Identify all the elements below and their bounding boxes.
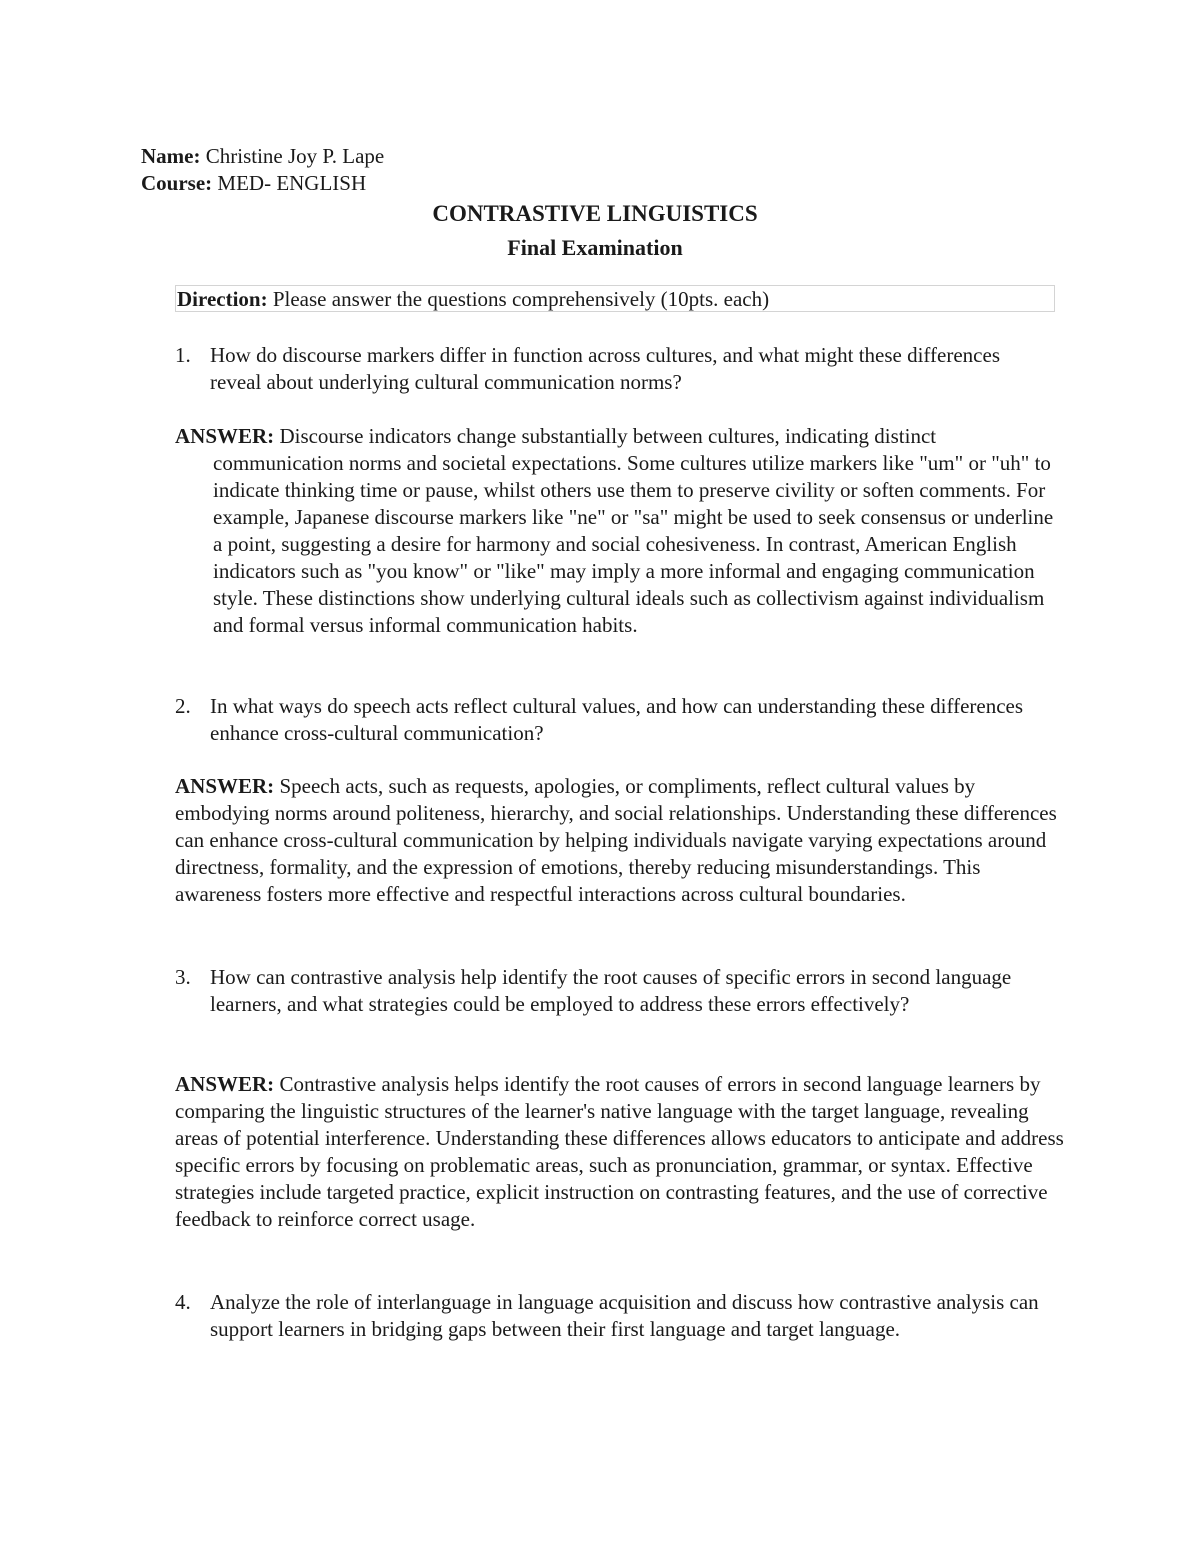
document-title: CONTRASTIVE LINGUISTICS xyxy=(432,201,758,226)
answer-text: Discourse indicators change substantially between cultures, indicating distinct communication norms and societal expectations. Some cultures utilize markers like "um" or "uh" to indicate thinking time or pause, whilst others use them to preserve civility or soften comments. For example, Japanese discourse markers like "ne" or "sa" might be used to seek consensus or underline a point, suggesting a desire for harmony and social cohesiveness. In contrast, American English indicators such as "you know" or "like" may imply a more informal and engaging communication style. These distinctions show underlying cultural ideals such as collectivism against individualism and formal versus informal communication habits. xyxy=(213,424,1054,637)
name-label: Name: xyxy=(141,144,201,168)
question-4 xyxy=(175,1289,1045,1343)
question-1 xyxy=(175,342,1045,396)
answer-text: Contrastive analysis helps identify the root causes of errors in second language learners by comparing the linguistic structures of the learner's native language with the target language, revealing areas of potential interference. Understanding these differences allows educators to anticipate and address specific errors by focusing on problematic areas, such as pronunciation, grammar, or syntax. Effective strategies include targeted practice, explicit instruction on contrasting features, and the use of corrective feedback to reinforce correct usage. xyxy=(175,1072,1064,1231)
question-number: 2. xyxy=(175,694,191,718)
answer-1 xyxy=(175,423,1065,639)
course-value: MED- ENGLISH xyxy=(217,171,367,195)
question-text: In what ways do speech acts reflect cultural values, and how can understanding these differences enhance cross-cultural communication? xyxy=(210,694,1024,745)
answer-text: Speech acts, such as requests, apologies, or compliments, reflect cultural values by embodying norms around politeness, hierarchy, and social relationships. Understanding these differences can enhance cross-cultural communication by helping individuals navigate varying expectations around directness, formality, and the expression of emotions, thereby reducing misunderstandings. This awareness fosters more effective and respectful interactions across cultural boundaries. xyxy=(175,774,1057,906)
direction-label: Direction: xyxy=(177,287,268,311)
question-3 xyxy=(175,964,1045,1018)
direction-text: Please answer the questions comprehensively (10pts. each) xyxy=(272,287,770,311)
question-number: 3. xyxy=(175,965,191,989)
name-line xyxy=(141,143,384,170)
question-number: 1. xyxy=(175,343,191,367)
name-value: Christine Joy P. Lape xyxy=(205,144,385,168)
document-subtitle: Final Examination xyxy=(507,235,683,260)
student-header xyxy=(141,143,384,197)
course-label: Course: xyxy=(141,171,213,195)
answer-3 xyxy=(175,1071,1065,1233)
answer-2 xyxy=(175,773,1065,908)
question-text: How can contrastive analysis help identify the root causes of specific errors in second language learners, and what strategies could be employed to address these errors effectively? xyxy=(210,965,1012,1016)
question-2 xyxy=(175,693,1045,747)
question-text: How do discourse markers differ in function across cultures, and what might these differences reveal about underlying cultural communication norms? xyxy=(210,343,1000,394)
direction-box xyxy=(175,285,1055,312)
question-text: Analyze the role of interlanguage in language acquisition and discuss how contrastive analysis can support learners in bridging gaps between their first language and target language. xyxy=(210,1290,1039,1341)
answer-label: ANSWER: xyxy=(175,424,275,448)
answer-label: ANSWER: xyxy=(175,1072,275,1096)
course-line xyxy=(141,170,384,197)
answer-label: ANSWER: xyxy=(175,774,275,798)
question-number: 4. xyxy=(175,1290,191,1314)
